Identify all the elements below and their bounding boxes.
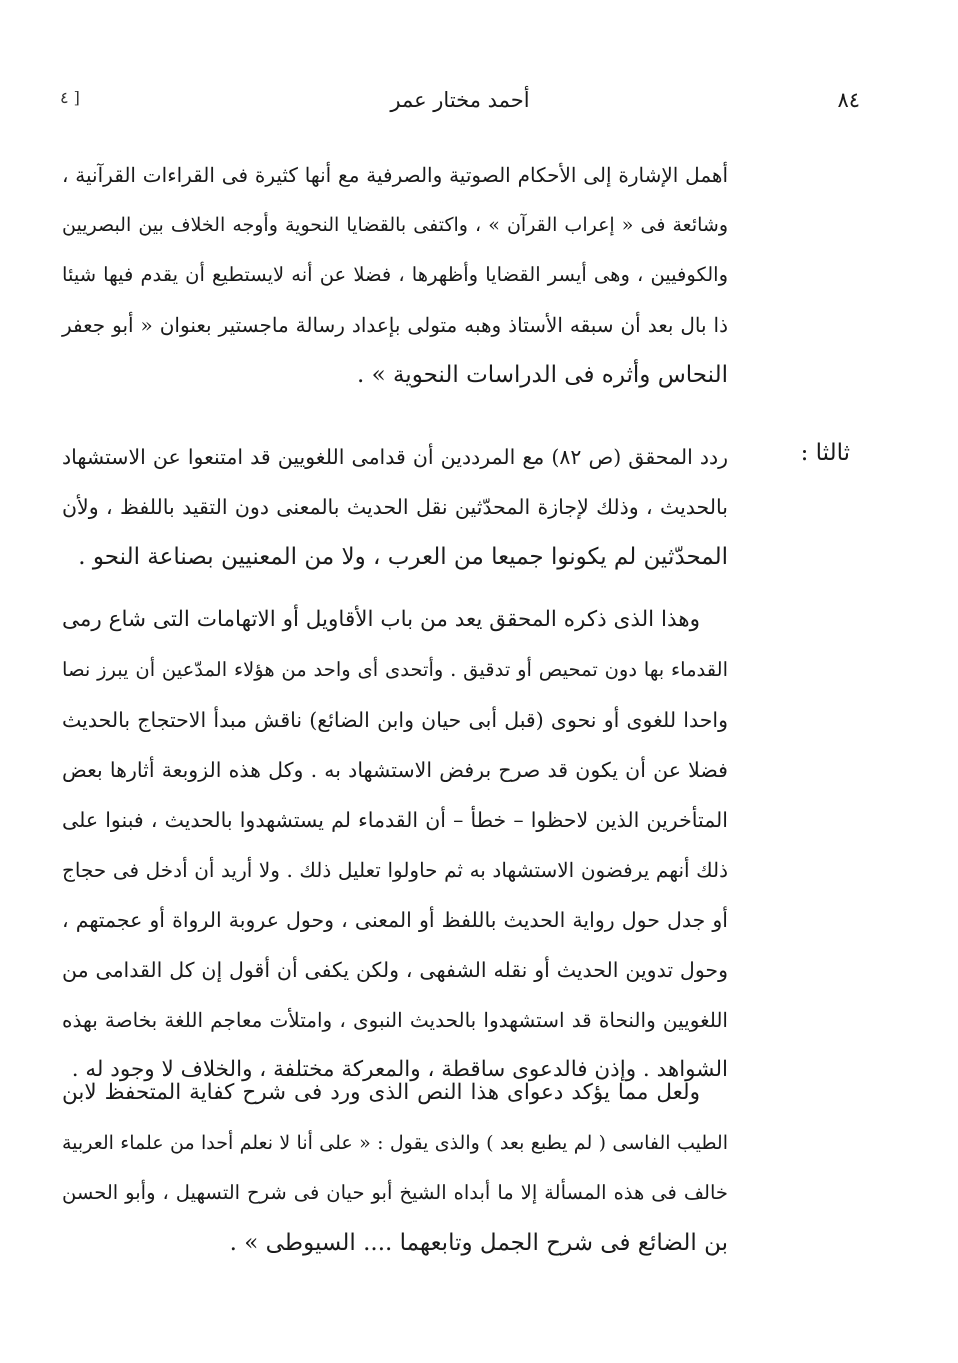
text-line: ردد المحقق (ص ٨٢) مع المرددين أن قدامى اللغويين قد امتنعوا عن الاستشهاد (62, 445, 728, 469)
text-line: اللغويين والنحاة قد استشهدوا بالحديث النبوى ، وامتلأت معاجم اللغة بخاصة بهذه (62, 1008, 728, 1032)
running-title: أحمد مختار عمر (390, 88, 530, 112)
bracket-mark: [ ٤ (60, 88, 80, 107)
page-number: ٨٤ (837, 88, 860, 112)
text-line: واحدا للغوى أو نحوى (قبل أبى حيان وابن الضائع) ناقش مبدأ الاحتجاج بالحديث (62, 708, 728, 732)
text-line: وشائعة فى « إعراب القرآن » ، واكتفى بالقضايا النحوية وأوجه الخلاف بين البصريين (62, 214, 728, 236)
text-line: المتأخرين الذين لاحظوا – خطأ – أن القدماء لم يستشهدوا بالحديث ، فبنوا على (62, 808, 728, 832)
text-line: بالحديث ، وذلك لإجازة المحدّثين نقل الحديث بالمعنى دون التقيد باللفظ ، ولأن (62, 495, 728, 519)
paragraph-3 (62, 595, 728, 1095)
text-line: ذا بال بعد أن سبقه الأستاذ وهبه متولى بإعداد رسالة ماجستير بعنوان « أبو جعفر (62, 313, 728, 337)
paragraph-2 (62, 432, 728, 582)
text-line: القدماء بها دون تمحيص أو تدقيق . وأتحدى أى واحد من هؤلاء المدّعين أن يبرز نصا (62, 658, 728, 681)
text-line: النحاس وأثره فى الدراسات النحوية » . (356, 362, 728, 388)
text-line: فضلا عن أن يكون قد صرح برفض الاستشهاد به . وكل هذه الزوبعة أثارها بعض (62, 758, 728, 782)
text-line: الشواهد . وإذن فالدعوى ساقطة ، والمعركة مختلفة ، والخلاف لا وجود له . (71, 1057, 728, 1082)
paragraph-1 (62, 150, 728, 400)
text-line: ذلك أنهم يرفضون الاستشهاد به ثم حاولوا تعليل ذلك . ولا أريد أن أدخل فى حجاج (62, 858, 728, 882)
text-line: المحدّثين لم يكونوا جميعا من العرب ، ولا من المعنيين بصناعة النحو . (78, 544, 728, 570)
text-line: ولعل مما يؤكد دعواى هذا النص الذى ورد فى شرح كفاية المتحفظ لابن (62, 1080, 700, 1105)
text-line: وهذا الذى ذكره المحقق يعد من باب الأقاويل أو الاتهامات التى شاع رمى (62, 607, 700, 632)
text-line: وحول تدوين الحديث أو نقله الشفهى ، ولكن يكفى أن أقول إن كل القدامى من (62, 958, 728, 982)
text-line: أهمل الإشارة إلى الأحكام الصوتية والصرفية مع أنها كثيرة فى القراءات القرآنية ، (62, 163, 728, 187)
page-header (60, 88, 860, 118)
text-line: بن الضائع فى شرح الجمل وتابعهما .... السيوطى » . (229, 1230, 728, 1256)
text-line: والكوفيين ، وهى أيسر القضايا وأظهرها ، فضلا عن أنه لايستطيع أن يقدم فيها شيئا (62, 263, 728, 286)
text-line: خالف فى هذه المسألة إلا ما أبداه الشيخ أبو حيان فى شرح التسهيل ، وأبو الحسن (62, 1181, 728, 1204)
section-label-third: ثالثا : (800, 440, 850, 466)
paragraph-4 (62, 1068, 728, 1268)
text-line: الطيب الفاسى ( لم يطبع بعد ) والذى يقول : « على أنا لا نعلم أحدا من علماء العربية (62, 1132, 728, 1154)
text-line: أو جدل حول رواية الحديث باللفظ أو المعنى ، وحول عروبة الرواة أو عجمتهم ، (62, 908, 728, 932)
